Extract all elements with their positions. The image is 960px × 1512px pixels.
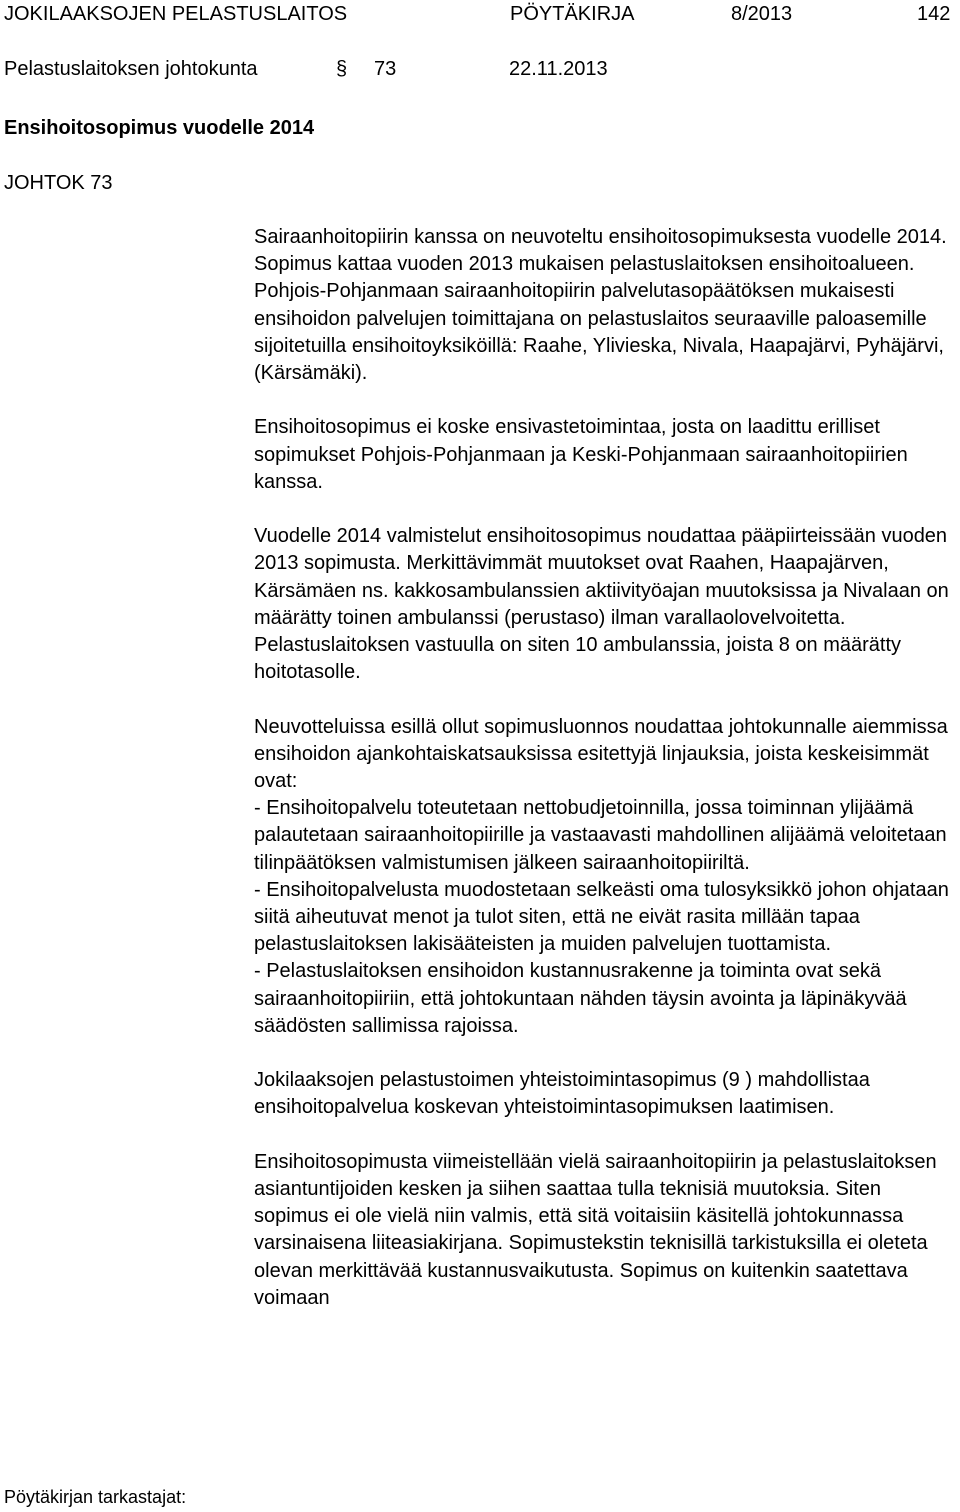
document-body xyxy=(254,224,960,1312)
paragraph: Jokilaaksojen pelastustoimen yhteistoimintasopimus (9 ) mahdollistaa ensihoitopalvelua koskevan yhteistoimintasopimuksen laatimisen. xyxy=(254,1069,870,1119)
header-doc-type: PÖYTÄKIRJA xyxy=(510,3,635,25)
paragraph: Ensihoitosopimus ei koske ensivastetoimintaa, josta on laadittu erilliset sopimukset Pohjois-Pohjanmaan ja Keski-Pohjanmaan sairaanhoitopiirien kanssa. xyxy=(254,416,908,493)
paragraph: Neuvotteluissa esillä ollut sopimusluonnos noudattaa johtokunnalle aiemmissa ensihoidon ajankohtaiskatsauksissa esitettyjä linjauksia, joista keskeisimmät ovat: - Ensihoitopalvelu toteutetaan nettobudjetoinnilla, jossa toiminnan ylijäämä palautetaan sairaanhoitopiirille ja vastaavasti mahdollinen alijäämä veloitetaan tilinpäätöksen valmistumisen jälkeen sairaanhoitopiiriltä. - Ensihoitopalvelusta muodostetaan selkeästi oma tulosyksikkö johon ohjataan siitä aiheutuvat menot ja tulot siten, että ne eivät rasita millään tapaa pelastuslaitoksen lakisääteisten ja muiden palvelujen tuottamista. - Pelastuslaitoksen ensihoidon kustannusrakenne ja toiminta ovat sekä sairaanhoitopiiriin, että johtokuntaan nähden täysin avointa ja läpinäkyvää säädösten sallimissa rajoissa. xyxy=(254,715,949,1037)
header-organization: JOKILAAKSOJEN PELASTUSLAITOS xyxy=(4,3,348,25)
document-title: Ensihoitosopimus vuodelle 2014 xyxy=(4,117,315,139)
header-section-number: 73 xyxy=(374,58,397,80)
header-date: 22.11.2013 xyxy=(509,58,608,80)
header-body-name: Pelastuslaitoksen johtokunta xyxy=(4,58,258,80)
paragraph: Sairaanhoitopiirin kanssa on neuvoteltu ensihoitosopimuksesta vuodelle 2014. Sopimus kattaa vuoden 2013 mukaisen pelastuslaitoksen ensihoitoalueen. Pohjois-Pohjanmaan sairaanhoitopiirin palvelutasopäätöksen mukaisesti ensihoidon palvelujen toimittajana on pelastuslaitos seuraaville paloasemille sijoitetuilla ensihoitoyksiköillä: Raahe, Ylivieska, Nivala, Haapajärvi, Pyhäjärvi, (Kärsämäki). xyxy=(254,226,947,385)
section-symbol: § xyxy=(336,58,348,80)
minutes-checkers-label: Pöytäkirjan tarkastajat: xyxy=(4,1487,187,1507)
header-page-number: 142 xyxy=(917,3,951,25)
section-reference: JOHTOK 73 xyxy=(4,172,113,194)
paragraph: Vuodelle 2014 valmistelut ensihoitosopimus noudattaa pääpiirteissään vuoden 2013 sopimusta. Merkittävimmät muutokset ovat Raahen, Haapajärven, Kärsämäen ns. kakkosambulanssien aktiivityöajan muutoksissa ja Nivalaan on määrätty toinen ambulanssi (perustaso) ilman varallaolovelvoitetta. Pelastuslaitoksen vastuulla on siten 10 ambulanssia, joista 8 on määrätty hoitotasolle. xyxy=(254,525,949,684)
header-meeting-number: 8/2013 xyxy=(731,3,793,25)
paragraph: Ensihoitosopimusta viimeistellään vielä sairaanhoitopiirin ja pelastuslaitoksen asiantuntijoiden kesken ja siihen saattaa tulla teknisiä muutoksia. Siten sopimus ei ole vielä niin valmis, että sitä voitaisiin käsitellä johtokunnassa varsinaisena liiteasiakirjana. Sopimustekstin teknisillä tarkistuksilla ei oleteta olevan merkittävää kustannusvaikutusta. Sopimus on kuitenkin saatettava voimaan xyxy=(254,1150,937,1309)
